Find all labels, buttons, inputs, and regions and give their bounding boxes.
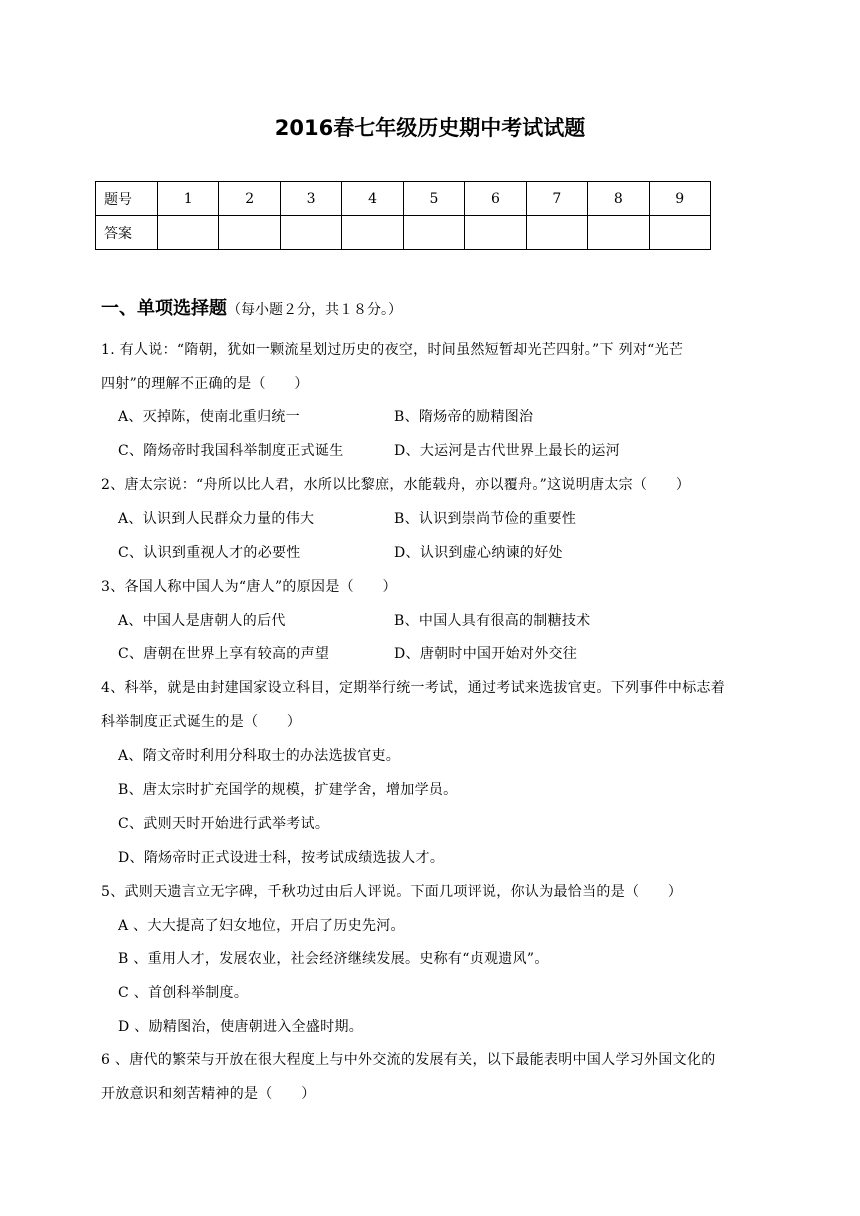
answer-table-number: 2 (219, 182, 280, 216)
question-4-option-a: A、隋文帝时利用分科取士的办法选拔官吏。 (118, 748, 401, 764)
answer-cell[interactable] (158, 216, 219, 250)
question-5-option-b: B 、重用人才，发展农业，社会经济继续发展。史称有“贞观遗风”。 (118, 951, 549, 967)
question-1-option-b: B、隋炀帝的励精图治 (394, 409, 534, 425)
answer-cell[interactable] (649, 216, 711, 250)
question-5-stem: 5、武则天遗言立无字碑，千秋功过由后人评说。下面几项评说，你认为最恰当的是（ ） (101, 884, 683, 900)
question-2-stem: 2、唐太宗说：“舟所以比人君，水所以比黎庶，水能载舟，亦以覆舟。”这说明唐太宗（ ） (101, 477, 691, 493)
answer-table-number: 9 (649, 182, 711, 216)
answer-table-number: 6 (465, 182, 526, 216)
answer-table-number: 7 (526, 182, 587, 216)
answer-table-answer-label: 答案 (96, 216, 158, 250)
answer-cell[interactable] (219, 216, 280, 250)
answer-table-answer-row (96, 216, 711, 250)
answer-cell[interactable] (465, 216, 526, 250)
question-3-stem: 3、各国人称中国人为“唐人”的原因是（ ） (101, 579, 397, 595)
question-4-option-c: C、武则天时开始进行武举考试。 (118, 816, 330, 832)
question-5-option-c: C 、首创科举制度。 (118, 985, 249, 1001)
question-5-option-a: A 、大大提高了妇女地位，开启了历史先河。 (118, 918, 405, 934)
section-title: 一、单项选择题 (101, 298, 227, 319)
section-heading (101, 294, 402, 320)
question-1-option-d: D、大运河是古代世界上最长的运河 (394, 443, 621, 459)
answer-cell[interactable] (280, 216, 341, 250)
question-3-option-d: D、唐朝时中国开始对外交往 (394, 646, 578, 662)
answer-cell[interactable] (403, 216, 464, 250)
question-2-option-d: D、认识到虚心纳谏的好处 (394, 545, 563, 561)
answer-table-header-row (96, 182, 711, 216)
question-3-option-a: A、中国人是唐朝人的后代 (118, 613, 286, 629)
question-6-stem: 6 、唐代的繁荣与开放在很大程度上与中外交流的发展有关，以下最能表明中国人学习外国文化的 (101, 1052, 716, 1068)
question-1-option-c: C、隋炀帝时我国科举制度正式诞生 (118, 443, 344, 459)
question-2-option-b: B、认识到崇尚节俭的重要性 (394, 511, 577, 527)
question-2-option-a: A、认识到人民群众力量的伟大 (118, 511, 315, 527)
answer-table (95, 181, 711, 250)
question-4-option-d: D、隋炀帝时正式设进士科，按考试成绩选拔人才。 (118, 850, 445, 866)
question-5-option-d: D 、励精图治，使唐朝进入全盛时期。 (118, 1019, 364, 1035)
question-4-stem: 4、科举，就是由封建国家设立科目，定期举行统一考试，通过考试来选拔官吏。下列事件中标志着 (101, 680, 726, 696)
answer-cell[interactable] (526, 216, 587, 250)
answer-table-number: 1 (158, 182, 219, 216)
question-3-option-b: B、中国人具有很高的制糖技术 (394, 613, 591, 629)
question-6-stem-cont: 开放意识和刻苦精神的是（ ） (101, 1086, 316, 1102)
answer-table-number: 3 (280, 182, 341, 216)
question-1-option-a: A、灭掉陈，使南北重归统一 (118, 409, 301, 425)
question-2-option-c: C、认识到重视人才的必要性 (118, 545, 301, 561)
answer-table-number: 5 (403, 182, 464, 216)
answer-table-header-label: 题号 (96, 182, 158, 216)
question-1-stem: 1. 有人说：“隋朝，犹如一颗流星划过历史的夜空，时间虽然短暂却光芒四射。”下 列对“光芒 (101, 342, 684, 358)
question-1-stem-cont: 四射”的理解不正确的是（ ） (101, 376, 309, 392)
answer-table-number: 4 (342, 182, 403, 216)
section-note: （每小题２分，共１８分。） (227, 302, 402, 318)
question-3-option-c: C、唐朝在世界上享有较高的声望 (118, 646, 330, 662)
answer-cell[interactable] (588, 216, 649, 250)
question-4-stem-cont: 科举制度正式诞生的是（ ） (101, 714, 302, 730)
page-title: 2016春七年级历史期中考试试题 (274, 116, 586, 140)
question-4-option-b: B、唐太宗时扩充国学的规模，扩建学舍，增加学员。 (118, 782, 458, 798)
answer-cell[interactable] (342, 216, 403, 250)
answer-table-number: 8 (588, 182, 649, 216)
